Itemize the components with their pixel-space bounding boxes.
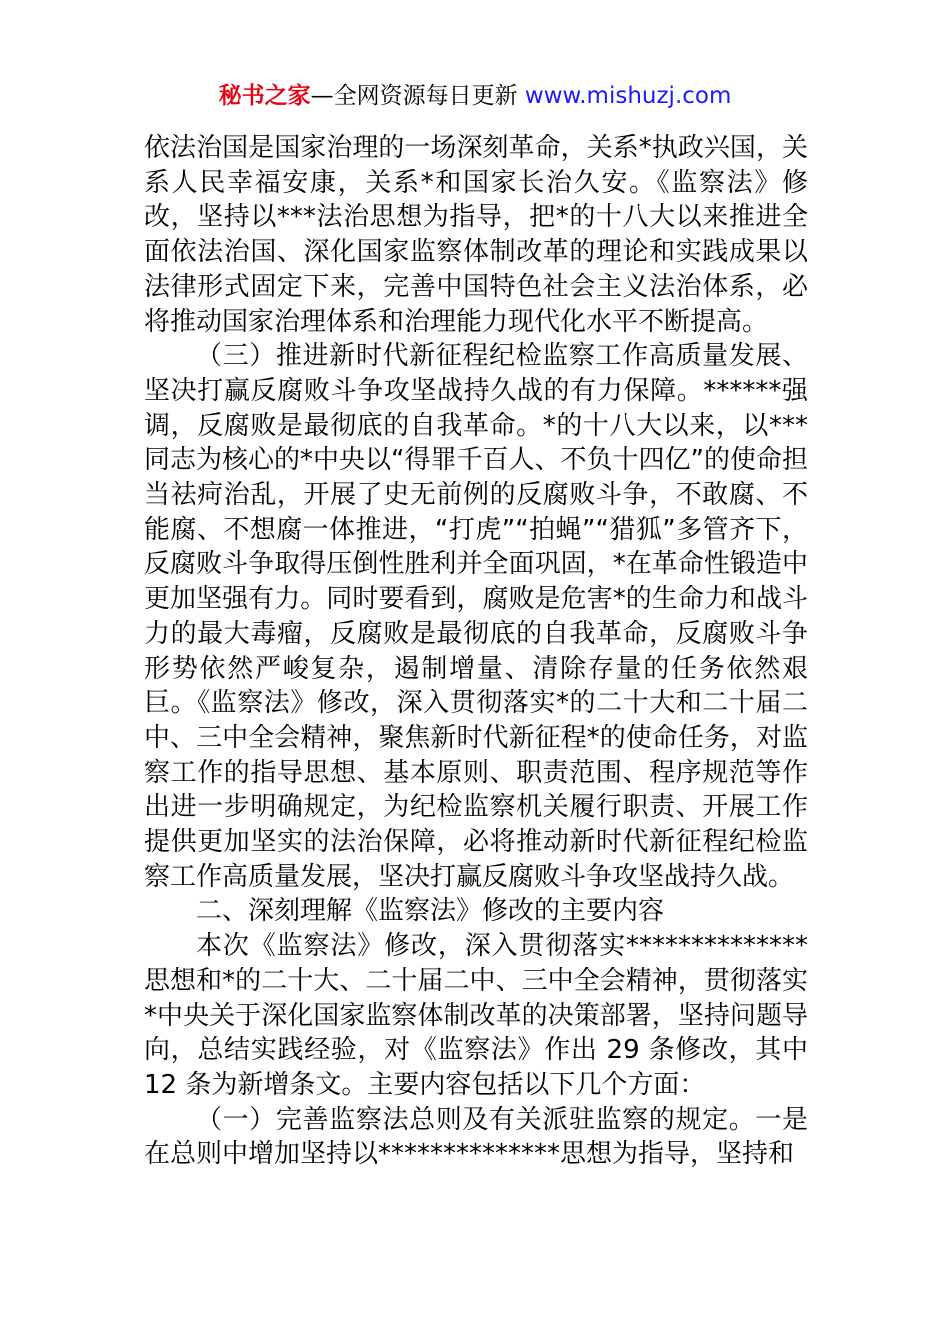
site-header [0, 80, 950, 112]
paragraph-rule-of-law: 依法治国是国家治理的一场深刻革命，关系*执政兴国，关系人民幸福安康，关系*和国家长治久安。《监察法》修改，坚持以***法治思想为指导，把*的十八大以来推进全面依法治国、深化国家监察体制改革的理论和实践成果以法律形式固定下来，完善中国特色社会主义法治体系，必将推动国家治理体系和治理能力现代化水平不断提高。 [144, 133, 808, 337]
section-heading-two: 二、深刻理解《监察法》修改的主要内容 [196, 896, 665, 927]
paragraph-revision-overview: 本次《监察法》修改，深入贯彻落实**************思想和*的二十大、二十届二中、三中全会精神，贯彻落实*中央关于深化国家监察体制改革的决策部署，坚持问题导向，总结实践经验，对《监察法》作出 29 条修改，其中 12 条为新增条文。主要内容包括以下几个方面： [144, 931, 808, 1100]
brand-name: 秘书之家 [218, 83, 311, 109]
document-body [144, 131, 808, 1172]
site-url-link[interactable]: www.mishuzj.com [524, 83, 732, 109]
header-tagline: —全网资源每日更新 [310, 83, 525, 109]
paragraph-section-three: （三）推进新时代新征程纪检监察工作高质量发展、坚决打赢反腐败斗争攻坚战持久战的有力保障。******强调，反腐败是最彻底的自我革命。*的十八大以来，以***同志为核心的*中央以“得罪千百人、不负十四亿”的使命担当祛疴治乱，开展了史无前例的反腐败斗争，不敢腐、不能腐、不想腐一体推进，“打虎”“拍蝇”“猎狐”多管齐下，反腐败斗争取得压倒性胜利并全面巩固，*在革命性锻造中更加坚强有力。同时要看到，腐败是危害*的生命力和战斗力的最大毒瘤，反腐败是最彻底的自我革命，反腐败斗争形势依然严峻复杂，遏制增量、清除存量的任务依然艰巨。《监察法》修改，深入贯彻落实*的二十大和二十届二中、三中全会精神，聚焦新时代新征程*的使命任务，对监察工作的指导思想、基本原则、职责范围、程序规范等作出进一步明确规定，为纪检监察机关履行职责、开展工作提供更加坚实的法治保障，必将推动新时代新征程纪检监察工作高质量发展，坚决打赢反腐败斗争攻坚战持久战。 [144, 341, 808, 892]
paragraph-subsection-one: （一）完善监察法总则及有关派驻监察的规定。一是在总则中增加坚持以**************思想为指导，坚持和 [144, 1104, 808, 1170]
